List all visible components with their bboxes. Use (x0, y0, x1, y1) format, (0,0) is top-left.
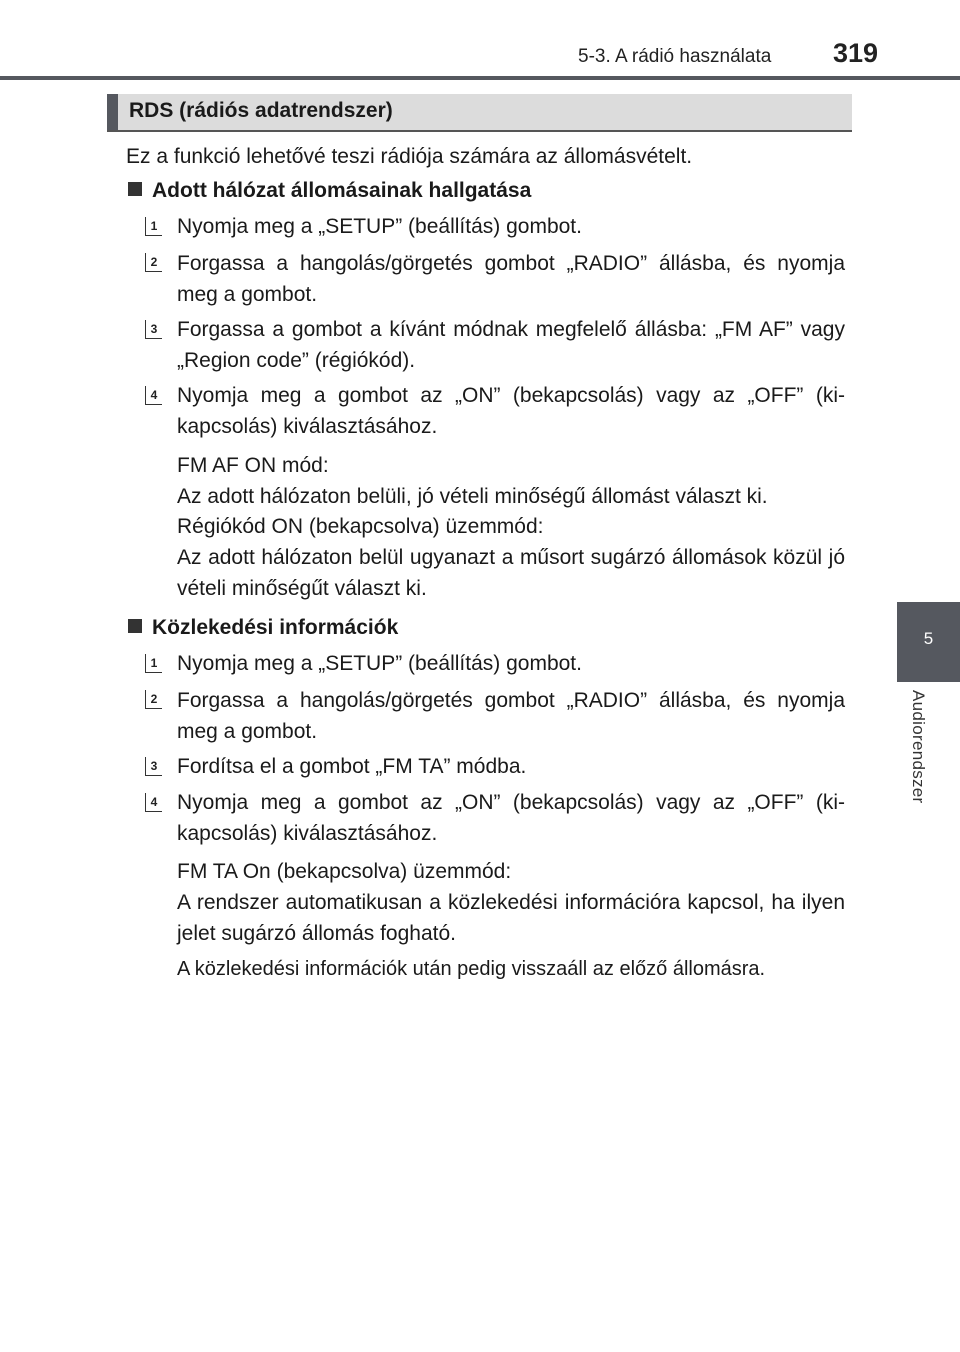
subsection-heading-text: Közlekedési információk (152, 616, 399, 639)
step-number-badge: 4 (145, 793, 162, 812)
mode-note-text: A közlekedési információk után pedig visszaáll az előző állomásra. (177, 958, 766, 980)
step-text: Forgassa a hangolás/görgetés gombot „RADIO” állásba, és nyomja meg a gombot. (177, 252, 845, 306)
step-number-badge: 3 (145, 757, 162, 776)
subsection-heading-text: Adott hálózat állomásainak hallgatása (152, 179, 532, 202)
subsection-heading (128, 175, 531, 206)
step-number-badge: 1 (145, 654, 162, 673)
step-text: Forgassa a gombot a kívánt módnak megfelelő állásba: „FM AF” vagy „Region code” (régiókód). (177, 318, 845, 372)
section-heading-bar (107, 94, 852, 132)
mode-note-text: A rendszer automatikusan a közlekedési információra kapcsol, ha ilyen jelet sugárzó állomás fogható. (177, 891, 845, 945)
mode-note-title: FM TA On (bekapcsolva) üzemmód: (177, 860, 512, 883)
section-intro: Ez a funkció lehetővé teszi rádiója számára az állomásvételt. (126, 145, 693, 168)
header-divider (0, 76, 960, 80)
step-number-badge: 1 (145, 217, 162, 236)
mode-note-text: Az adott hálózaton belüli, jó vételi minőségű állomást választ ki. (177, 485, 768, 508)
step-text: Nyomja meg a „SETUP” (beállítás) gombot. (177, 652, 582, 675)
square-bullet-icon (128, 619, 142, 633)
step-text: Forgassa a hangolás/görgetés gombot „RADIO” állásba, és nyomja meg a gombot. (177, 689, 845, 743)
mode-note-text: Az adott hálózaton belül ugyanazt a műsort sugárzó állomások közül jó vételi minőségűt választ ki. (177, 546, 845, 600)
step-number-badge: 2 (145, 253, 162, 272)
mode-note (177, 954, 845, 985)
square-bullet-icon (128, 182, 142, 196)
chapter-section-title: 5-3. A rádió használata (578, 46, 772, 67)
mode-note (177, 511, 845, 604)
mode-note (177, 450, 845, 512)
step-text: Nyomja meg a gombot az „ON” (bekapcsolás) vagy az „OFF” (ki-kapcsolás) kiválasztásához. (177, 384, 845, 438)
page-number: 319 (833, 38, 879, 68)
subsection-heading (128, 612, 398, 643)
step-text: Fordítsa el a gombot „FM TA” módba. (177, 755, 527, 778)
step-number-badge: 2 (145, 690, 162, 709)
chapter-label: Audiorendszer (909, 690, 928, 804)
mode-note-title: FM AF ON mód: (177, 454, 329, 477)
step-text: Nyomja meg a „SETUP” (beállítás) gombot. (177, 215, 582, 238)
step-text: Nyomja meg a gombot az „ON” (bekapcsolás) vagy az „OFF” (ki-kapcsolás) kiválasztásához. (177, 791, 845, 845)
chapter-number: 5 (923, 629, 934, 648)
section-title: RDS (rádiós adatrendszer) (129, 99, 393, 122)
mode-note (177, 856, 845, 949)
chapter-tab (897, 602, 960, 682)
step-number-badge: 4 (145, 386, 162, 405)
section-accent-bar (107, 94, 118, 130)
mode-note-title: Régiókód ON (bekapcsolva) üzemmód: (177, 515, 544, 538)
step-number-badge: 3 (145, 320, 162, 339)
